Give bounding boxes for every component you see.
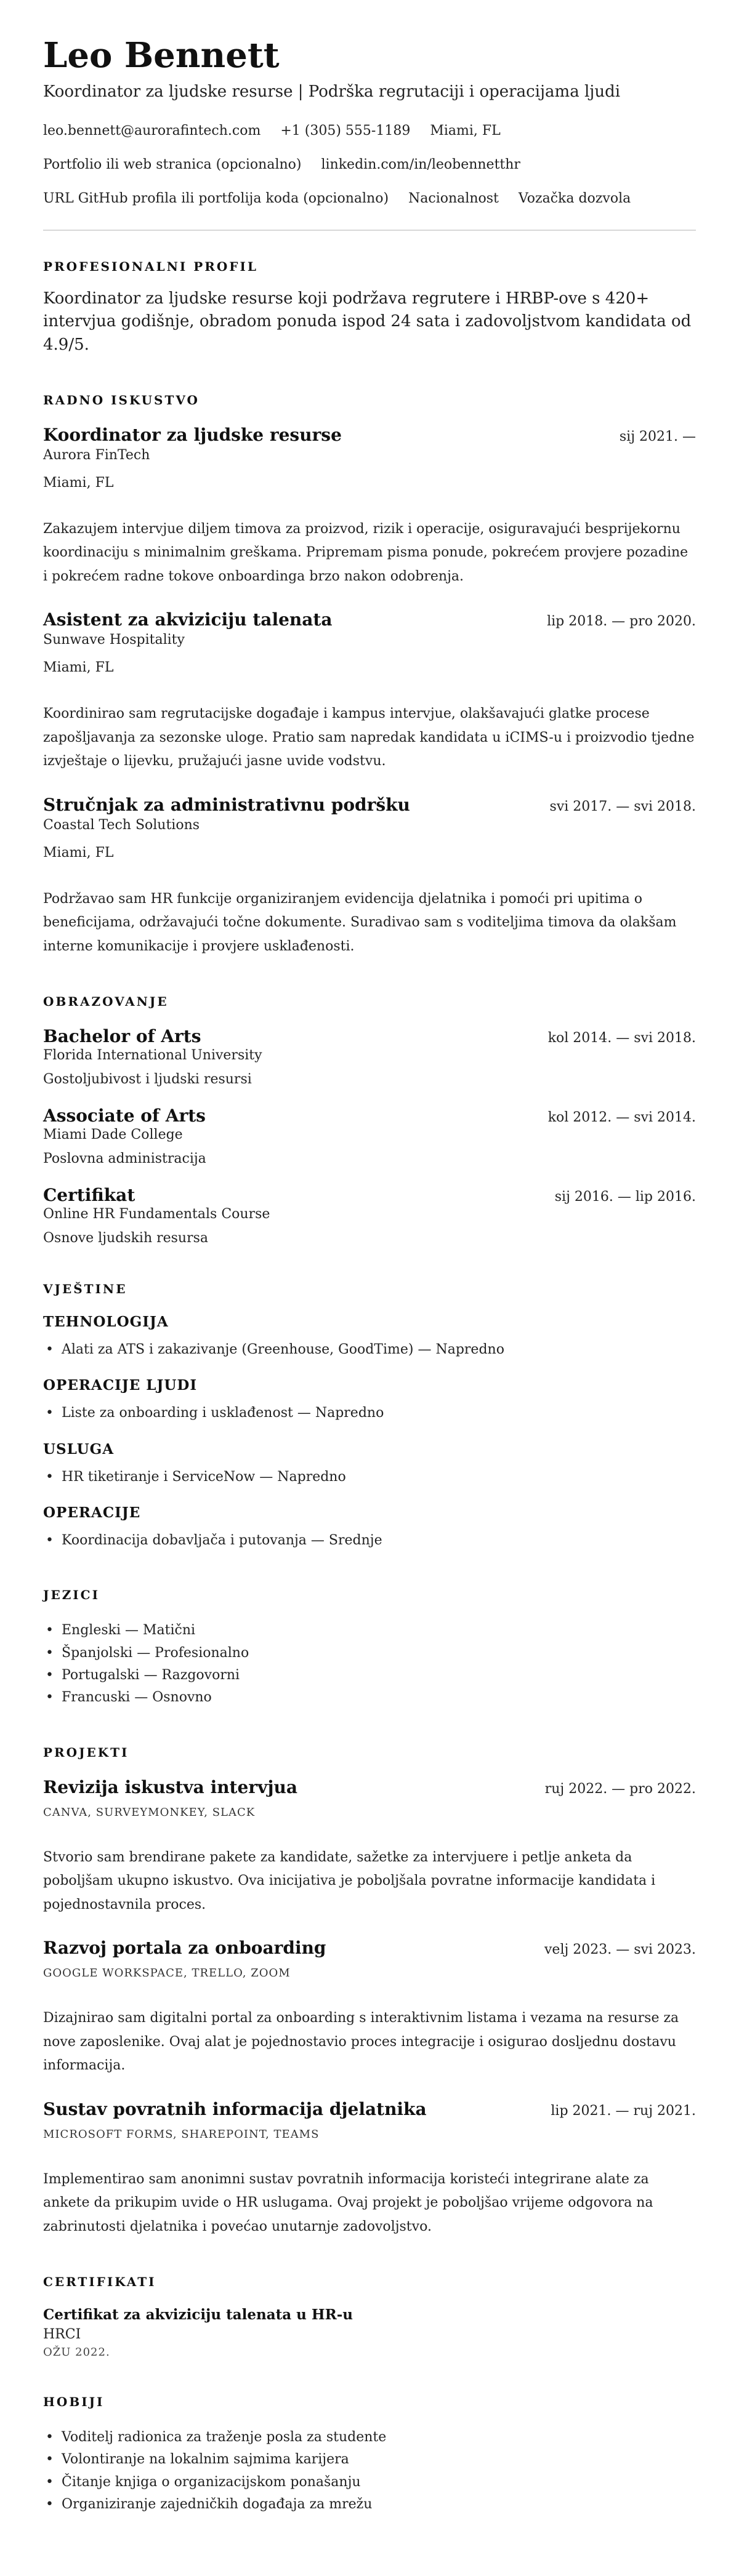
experience-entry — [43, 795, 696, 959]
hobby-item: • Voditelj radionica za traženje posla za studente — [43, 2426, 696, 2449]
experience-company: Coastal Tech Solutions — [43, 817, 200, 833]
experience-section — [43, 393, 696, 959]
contact-row-primary — [43, 123, 696, 138]
project-date: ruj 2022. — pro 2022. — [544, 1781, 696, 1797]
project-name: Sustav povratnih informacija djelatnika — [43, 2098, 427, 2119]
experience-company: Aurora FinTech — [43, 447, 150, 463]
experience-location: Miami, FL — [43, 845, 114, 861]
project-entry — [43, 2099, 696, 2239]
language-item: • Francuski — Osnovno — [43, 1687, 696, 1709]
resume-header — [43, 37, 696, 206]
experience-description: Zakazujem intervjue diljem timova za proizvod, rizik i operacije, osiguravajući besprijekornu koordinaciju s minimalnim greškama. Pripremam pisma ponude, pokrećem provjere pozadine i pokrećem radne tokove onboardinga brzo nakon odobrenja. — [43, 521, 689, 584]
education-date: kol 2014. — svi 2018. — [547, 1030, 696, 1046]
language-item: • Španjolski — Profesionalno — [43, 1642, 696, 1664]
skill-item: • Liste za onboarding i usklađenost — Napredno — [43, 1402, 696, 1424]
contact-linkedin[interactable]: linkedin.com/in/leobennetthr — [321, 156, 520, 172]
project-date: velj 2023. — svi 2023. — [544, 1942, 696, 1958]
hobbies-section-title: HOBIJI — [43, 2394, 105, 2410]
projects-section-title: PROJEKTI — [43, 1744, 129, 1760]
experience-description: Podržavao sam HR funkcije organiziranjem evidencija djelatnika i pomoći pri upitima o beneficijama, održavajući točne dokumente. Suradivao sam s voditeljima timova da olakšam interne komunikacije i provjere usklađenosti. — [43, 891, 677, 954]
contact-portfolio[interactable]: Portfolio ili web stranica (opcionalno) — [43, 156, 302, 172]
experience-role: Koordinator za ljudske resurse — [43, 424, 342, 445]
profile-summary: Koordinator za ljudske resurse koji podržava regrutere i HRBP-ove s 420+ intervjua godišnje, obradom ponuda ispod 24 sata i zadovoljstvom kandidata od 4.9/5. — [43, 289, 692, 354]
projects-section — [43, 1745, 696, 2239]
profile-section — [43, 259, 696, 357]
experience-description: Koordinirao sam regrutacijske događaje i kampus intervjue, olakšavajući glatke procese zapošljavanja za sezonske uloge. Pratio sam napredak kandidata u iCIMS-u i proizvodio tjedne izvještaje o lijevku, pružajući jasne uvide vodstvu. — [43, 706, 695, 769]
project-description: Implementirao sam anonimni sustav povratnih informacija koristeći integrirane alate za ankete da prikupim uvide o HR uslugama. Ovaj projekt je poboljšao vrijeme odgovora na zabrinutosti djelatnika i povećao unutarnje zadovoljstvo. — [43, 2171, 653, 2234]
language-item: • Engleski — Matični — [43, 1619, 696, 1642]
contact-nationality: Nacionalnost — [408, 190, 499, 206]
education-school: Miami Dade College — [43, 1127, 183, 1143]
certificate-issuer: HRCI — [43, 2327, 81, 2343]
certificate-entry — [43, 2306, 696, 2359]
project-description: Dizajnirao sam digitalni portal za onboarding s interaktivnim listama i vezama na resurse za nove zaposlenike. Ovaj alat je pojednostavio proces integracije i osigurao dosljednu dostavu informacija. — [43, 2010, 679, 2074]
experience-date: lip 2018. — pro 2020. — [547, 614, 696, 630]
skill-group — [43, 1314, 696, 1361]
education-entry — [43, 1185, 696, 1246]
experience-role: Asistent za akviziciju talenata — [43, 609, 333, 630]
experience-role: Stručnjak za administrativnu podršku — [43, 794, 410, 815]
project-name: Razvoj portala za onboarding — [43, 1938, 326, 1959]
education-degree: Associate of Arts — [43, 1105, 206, 1126]
project-tech: CANVA, SURVEYMONKEY, SLACK — [43, 1805, 256, 1819]
skill-category: TEHNOLOGIJA — [43, 1314, 169, 1331]
education-field: Gostoljubivost i ljudski resursi — [43, 1072, 252, 1088]
project-tech: MICROSOFT FORMS, SHAREPOINT, TEAMS — [43, 2127, 320, 2141]
project-name: Revizija iskustva intervjua — [43, 1776, 297, 1797]
language-item: • Portugalski — Razgovorni — [43, 1664, 696, 1687]
project-entry — [43, 1938, 696, 2078]
contact-github[interactable]: URL GitHub profila ili portfolija koda (opcionalno) — [43, 190, 389, 206]
project-tech: GOOGLE WORKSPACE, TRELLO, ZOOM — [43, 1967, 291, 1980]
experience-entry — [43, 609, 696, 774]
skill-item: • Koordinacija dobavljača i putovanja — Srednje — [43, 1530, 696, 1552]
experience-date: svi 2017. — svi 2018. — [549, 798, 696, 814]
contact-license: Vozačka dozvola — [518, 190, 631, 206]
education-entry — [43, 1026, 696, 1087]
education-date: sij 2016. — lip 2016. — [554, 1189, 696, 1205]
experience-section-title: RADNO ISKUSTVO — [43, 392, 200, 407]
languages-section — [43, 1587, 696, 1709]
contact-email[interactable]: leo.bennett@aurorafintech.com — [43, 122, 261, 138]
education-school: Online HR Fundamentals Course — [43, 1206, 270, 1222]
education-section-title: OBRAZOVANJE — [43, 994, 169, 1009]
hobby-item: • Volontiranje na lokalnim sajmima karijera — [43, 2449, 696, 2471]
hobby-item: • Čitanje knjiga o organizacijskom ponašanju — [43, 2471, 696, 2494]
certificates-section — [43, 2274, 696, 2359]
contact-location: Miami, FL — [430, 122, 501, 138]
project-date: lip 2021. — ruj 2021. — [551, 2103, 696, 2119]
skill-group — [43, 1504, 696, 1552]
education-degree: Certifikat — [43, 1185, 135, 1206]
languages-section-title: JEZICI — [43, 1587, 100, 1603]
header-divider — [43, 230, 696, 231]
skill-category: OPERACIJE — [43, 1504, 141, 1522]
experience-date: sij 2021. — — [619, 428, 696, 444]
hobbies-section — [43, 2394, 696, 2516]
education-degree: Bachelor of Arts — [43, 1026, 201, 1047]
contact-row-links — [43, 157, 696, 172]
certificate-name: Certifikat za akviziciju talenata u HR-u — [43, 2306, 353, 2324]
experience-company: Sunwave Hospitality — [43, 632, 185, 648]
project-entry — [43, 1777, 696, 1917]
profile-section-title: PROFESIONALNI PROFIL — [43, 259, 258, 274]
education-section — [43, 994, 696, 1246]
skills-section-title: VJEŠTINE — [43, 1282, 127, 1297]
skill-category: OPERACIJE LJUDI — [43, 1377, 198, 1394]
education-school: Florida International University — [43, 1048, 262, 1064]
contact-row-extra — [43, 191, 696, 206]
skill-category: USLUGA — [43, 1440, 115, 1458]
education-field: Poslovna administracija — [43, 1151, 206, 1167]
skill-item: • HR tiketiranje i ServiceNow — Napredno — [43, 1466, 696, 1488]
skill-group — [43, 1441, 696, 1488]
education-date: kol 2012. — svi 2014. — [547, 1110, 696, 1126]
experience-entry — [43, 425, 696, 589]
skill-group — [43, 1377, 696, 1424]
skill-item: • Alati za ATS i zakazivanje (Greenhouse, GoodTime) — Napredno — [43, 1339, 696, 1361]
contact-phone[interactable]: +1 (305) 555-1189 — [280, 122, 411, 138]
experience-location: Miami, FL — [43, 660, 114, 676]
education-field: Osnove ljudskih resursa — [43, 1230, 209, 1246]
candidate-name: Leo Bennett — [43, 35, 280, 76]
skills-section — [43, 1282, 696, 1552]
education-entry — [43, 1105, 696, 1166]
candidate-headline: Koordinator za ljudske resurse | Podrška regrutaciji i operacijama ljudi — [43, 82, 621, 101]
hobby-item: • Organiziranje zajedničkih događaja za mrežu — [43, 2494, 696, 2516]
certificates-section-title: CERTIFIKATI — [43, 2274, 156, 2290]
project-description: Stvorio sam brendirane pakete za kandidate, sažetke za intervjuere i petlje anketa da poboljšam ukupno iskustvo. Ova inicijativa je poboljšala povratne informacije kandidata i pojednostavnila proces. — [43, 1849, 656, 1912]
experience-location: Miami, FL — [43, 475, 114, 491]
certificate-date: OŽU 2022. — [43, 2346, 110, 2359]
